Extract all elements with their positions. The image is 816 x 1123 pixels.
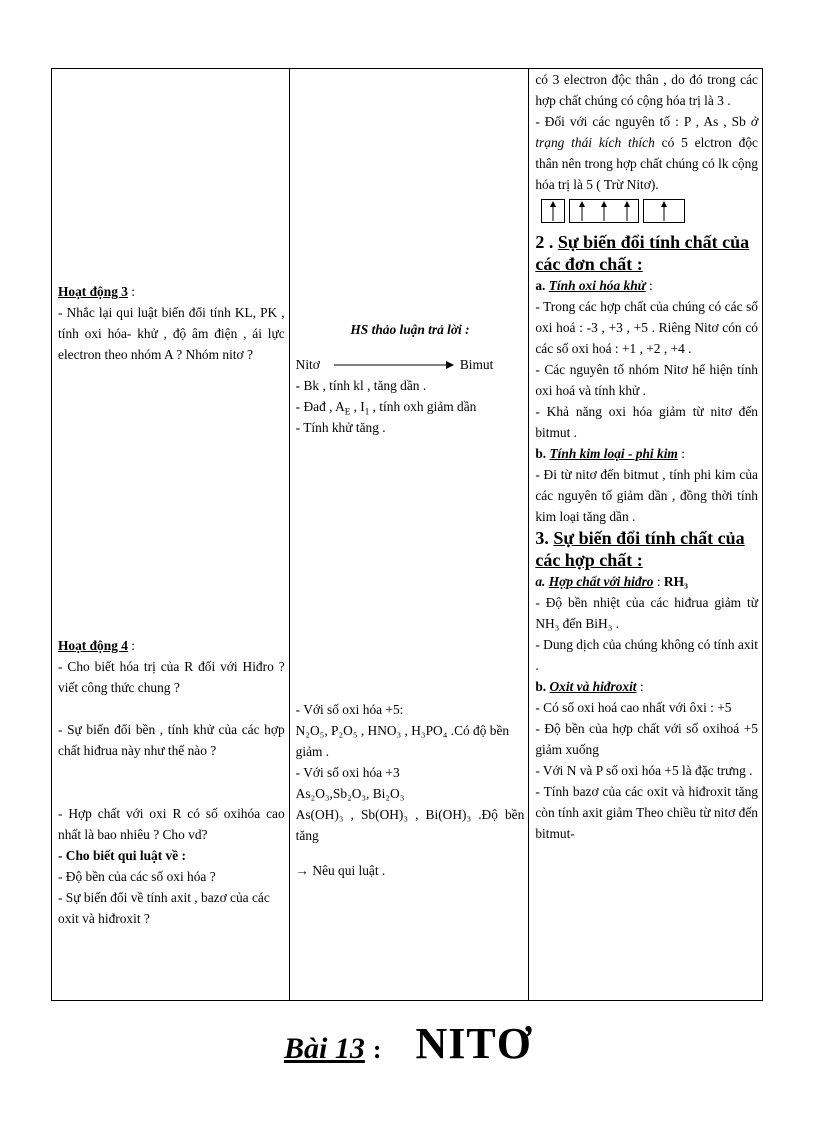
trend-reducing: - Tính khử tăng . [295, 420, 386, 435]
oxidation-3-heading: - Với số oxi hóa +3 [295, 765, 400, 780]
activity-4-question-4: - Cho biết qui luật về : [58, 848, 186, 863]
section-3a-text-1: - Độ bền nhiệt của các hiđrua giảm từ NH₃ đến BiH₃ . [535, 595, 758, 631]
lesson-name: NITƠ [415, 1019, 532, 1068]
oxidation-5-formulas: N₂O₅, P₂O₅ , HNO₃ , H₃PO₄ .Có độ bền giảm . [295, 723, 510, 759]
section-2b-text-1: - Đi từ nitơ đến bitmut , tính phi kim của các nguyên tố giảm dần , đồng thời tính kim loại tăng dần . [535, 467, 758, 524]
activity-4-question-5: - Độ bền của các số oxi hóa ? [58, 869, 216, 884]
up-arrow-icon [622, 201, 632, 221]
activity-4-question-2: - Sự biến đổi bền , tính khử của các hợp chất hiđrua này như thế nào ? [58, 722, 285, 758]
oxidation-3-hydroxides: As(OH)₃ , Sb(OH)₃ , Bi(OH)₃ .Độ bền tăng [295, 807, 525, 843]
trend-arrow-row [296, 354, 525, 375]
right-arrow-icon [334, 360, 454, 370]
valence-paragraph-1: có 3 electron độc thân , do đó trong các hợp chất chúng có cộng hóa trị là 3 . [535, 72, 758, 108]
activity-4-question-1: - Cho biết hóa trị của R đối với Hiđro ? viết công thức chung ? [58, 659, 285, 695]
lesson-title [0, 1018, 816, 1069]
p-orbital-box [569, 199, 639, 223]
activity-4-heading: Hoạt động 4 : [58, 638, 136, 653]
section-3b-text-4: - Tính bazơ của các oxit và hiđroxit tăng còn tính axit giảm Theo chiều từ nitơ đến bitmut- [535, 784, 758, 841]
trend-radius: - Bk , tính kl , tăng dần . [295, 378, 427, 393]
activity-4-question-3: - Hợp chất với oxi R có số oxihóa cao nhất là bao nhiêu ? Cho vd? [58, 806, 285, 842]
section-2b-heading: b. Tính kim loại - phi kim : [535, 446, 685, 461]
orbital-diagram [541, 199, 758, 223]
title-colon: : [372, 1035, 382, 1064]
section-3-heading: 3. Sự biến đổi tính chất của các hợp chất : [535, 528, 745, 570]
activity-3-question: - Nhắc lại qui luật biến đổi tính KL, PK , tính oxi hóa- khử , độ âm điện , ái lực electron theo nhóm A ? Nhóm nitơ ? [58, 305, 285, 362]
section-3b-text-2: - Độ bền của hợp chất với số oxihoá +5 giảm xuống [535, 721, 758, 757]
section-2-heading: 2 . Sự biến đổi tính chất của các đơn chất : [535, 232, 750, 274]
table-row [52, 69, 763, 1001]
section-3b-heading: b. Oxit và hiđroxit : [535, 679, 644, 694]
trend-start-label: Nitơ [295, 357, 320, 372]
d-orbital-box [643, 199, 685, 223]
up-arrow-icon [548, 201, 558, 221]
up-arrow-icon [577, 201, 587, 221]
section-2a-text-2: - Các nguyên tố nhóm Nitơ hể hiện tính oxi hoá và tính khử . [535, 362, 758, 398]
teacher-activity-column [52, 69, 290, 1001]
lesson-number: Bài 13 [283, 1032, 365, 1065]
section-3a-text-2: - Dung dịch của chúng không có tính axit . [535, 637, 758, 673]
oxidation-5-heading: - Với số oxi hóa +5: [295, 702, 404, 717]
section-2a-text-3: - Khả năng oxi hóa giảm từ nitơ đến bitmut . [535, 404, 758, 440]
discussion-heading: HS thảo luận trả lời : [350, 322, 470, 337]
s-orbital-box [541, 199, 565, 223]
rule-statement: → Nêu qui luật . [295, 863, 386, 878]
section-3b-text-1: - Có số oxi hoá cao nhất với ôxi : +5 [535, 700, 732, 715]
activity-4-question-6: - Sự biến đổi về tính axit , bazơ của các oxit và hiđroxit ? [58, 890, 270, 926]
activity-3-heading: Hoạt động 3 : [58, 284, 136, 299]
section-2a-heading: a. Tính oxi hóa khử : [535, 278, 653, 293]
trend-end-label: Bimut [459, 357, 494, 372]
section-2a-text-1: - Trong các hợp chất của chúng có các số oxi hoá : -3 , +3 , +5 . Riêng Nitơ cón có các số oxi hoá : +1 , +2 , +4 . [535, 299, 758, 356]
trend-electronegativity: - Đađ , $A_E$ , $I_1$ , tính oxh giảm dần [295, 399, 477, 417]
oxidation-3-oxides: As₂O₃,Sb₂O₃, Bi₂O₃ [295, 786, 405, 801]
section-3a-heading: a. Hợp chất với hiđro : RH₃ [535, 574, 689, 589]
lesson-table [51, 68, 763, 1001]
lesson-content-column [529, 69, 763, 1001]
student-activity-column [289, 69, 529, 1001]
section-3b-text-3: - Với N và P số oxi hóa +5 là đặc trưng . [535, 763, 753, 778]
valence-paragraph-2: - Đối với các nguyên tố : P , As , Sb ở trạng thái kích thích có 5 elctron độc thân nên trong hợp chất chúng có lk cộng hóa trị là 5 ( Trừ Nitơ). [535, 114, 758, 192]
up-arrow-icon [659, 201, 669, 221]
up-arrow-icon [599, 201, 609, 221]
